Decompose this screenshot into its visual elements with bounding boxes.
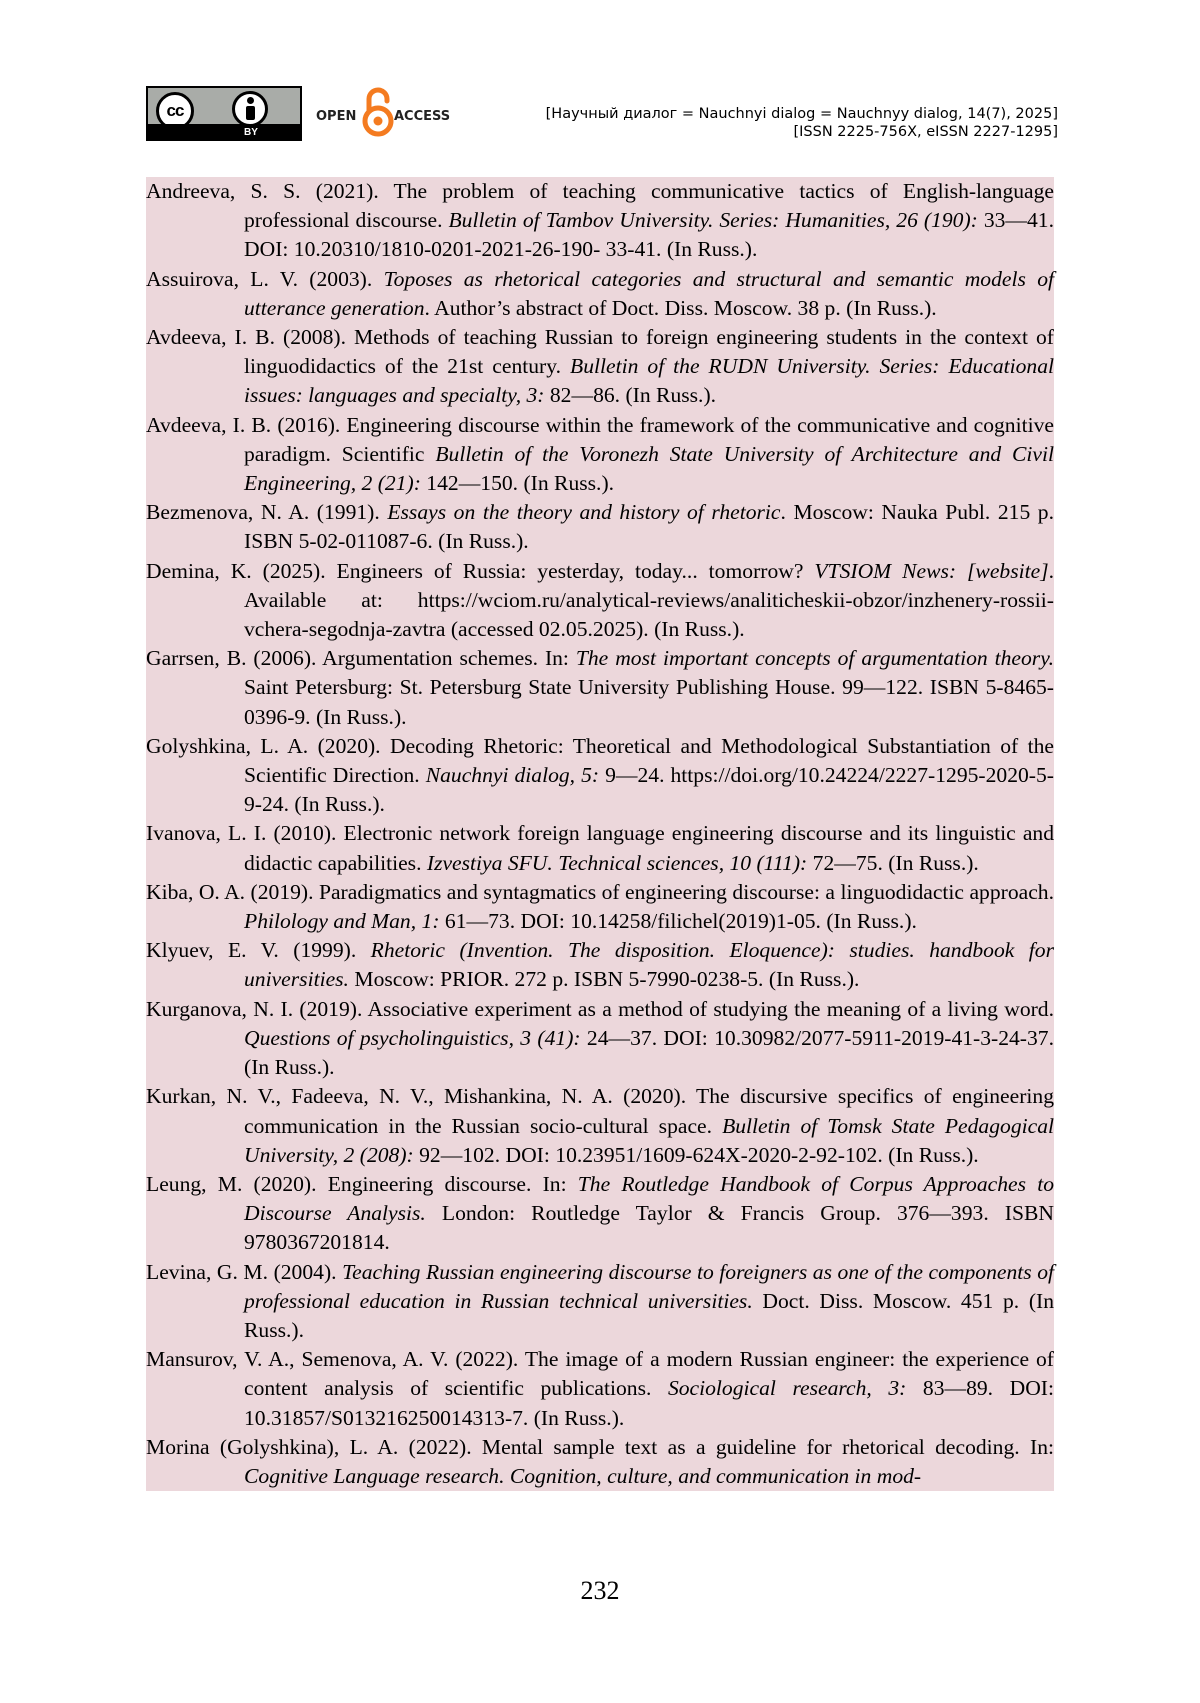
reference-entry: Demina, K. (2025). Engineers of Russia: yesterday, today... tomorrow? VTSIOM News: [website]. Available at: https://wciom.ru/analytical-reviews/analiticheskii-obzor/inzhenery-rossii-vchera-segodnja-zavtra (accessed 02.05.2025). (In Russ.). xyxy=(146,558,1054,642)
reference-entry: Ivanova, L. I. (2010). Electronic network foreign language engineering discourse and its linguistic and didactic capabilities. Izvestiya SFU. Technical sciences, 10 (111): 72—75. (In Russ.). xyxy=(146,821,1054,875)
journal-citation-info xyxy=(546,105,1058,141)
reference-entry: Kiba, O. A. (2019). Paradigmatics and syntagmatics of engineering discourse: a linguodidactic approach. Philology and Man, 1: 61—73. DOI: 10.14258/filichel(2019)1-05. (In Russ.). xyxy=(146,879,1054,934)
journal-line: [Научный диалог = Nauchnyi dialog = Nauchnyy dialog, 14(7), 2025] xyxy=(545,106,1058,122)
reference-entry: Garrsen, B. (2006). Argumentation schemes. In: The most important concepts of argumentation theory. Saint Petersburg: St. Petersburg State University Publishing House. 99—122. ISBN 5-8465-0396-9. (In Russ.). xyxy=(146,646,1054,729)
attribution-person-icon xyxy=(232,91,268,127)
reference-entry: Leung, M. (2020). Engineering discourse. In: The Routledge Handbook of Corpus Approaches to Discourse Analysis. London: Routledge Taylor & Francis Group. 376—393. ISBN 9780367201814. xyxy=(146,1171,1054,1255)
access-label: ACCESS xyxy=(394,109,451,124)
open-label: OPEN xyxy=(316,109,357,124)
reference-entry: Klyuev, E. V. (1999). Rhetoric (Invention. The disposition. Eloquence): studies. handbook for universities. Moscow: PRIOR. 272 p. ISBN 5-7990-0238-5. (In Russ.). xyxy=(146,938,1054,992)
open-access-logo xyxy=(316,86,456,142)
by-label: BY xyxy=(244,127,258,138)
cc-by-license-badge xyxy=(146,86,302,141)
reference-entry: Kurganova, N. I. (2019). Associative experiment as a method of studying the meaning of a living word. Questions of psycholinguistics, 3 (41): 24—37. DOI: 10.30982/2077-5911-2019-41-3-24-37. (In Russ.). xyxy=(146,996,1054,1080)
reference-entry: Kurkan, N. V., Fadeeva, N. V., Mishankina, N. A. (2020). The discursive specifics of engineering communication in the Russian socio-cultural space. Bulletin of Tomsk State Pedagogical University, 2 (208): 92—102. DOI: 10.23951/1609-624X-2020-2-92-102. (In Russ.). xyxy=(146,1084,1055,1167)
reference-entry: Assuirova, L. V. (2003). Toposes as rhetorical categories and structural and semantic models of utterance generation. Author’s abstract of Doct. Diss. Moscow. 38 p. (In Russ.). xyxy=(146,266,1054,320)
reference-entry: Levina, G. M. (2004). Teaching Russian engineering discourse to foreigners as one of the components of professional education in Russian technical universities. Doct. Diss. Moscow. 451 p. (In Russ.). xyxy=(146,1259,1055,1342)
reference-entry: Avdeeva, I. B. (2016). Engineering discourse within the framework of the communicative and cognitive paradigm. Scientific Bulletin of the Voronezh State University of Architecture and Civil Engineering, 2 (21): 142—150. (In Russ.). xyxy=(146,412,1054,496)
reference-entry: Golyshkina, L. A. (2020). Decoding Rhetoric: Theoretical and Methodological Substantiation of the Scientific Direction. Nauchnyi dialog, 5: 9—24. https://doi.org/10.24224/2227-1295-2020-5-9-24. (In Russ.). xyxy=(146,733,1054,817)
reference-entry: Avdeeva, I. B. (2008). Methods of teaching Russian to foreign engineering students in the context of linguodidactics of the 21st century. Bulletin of the RUDN University. Series: Educational issues: languages and specialty, 3: 82—86. (In Russ.). xyxy=(146,325,1054,408)
creative-commons-icon: cc xyxy=(156,92,194,130)
reference-list xyxy=(146,177,1054,1491)
reference-entry: Mansurov, V. A., Semenova, A. V. (2022). The image of a modern Russian engineer: the experience of content analysis of scientific publications. Sociological research, 3: 83—89. DOI: 10.31857/S013216250014313-7. (In Russ.). xyxy=(146,1347,1054,1430)
open-access-lock-icon xyxy=(360,86,396,138)
page-number: 232 xyxy=(580,1576,620,1605)
reference-entry: Bezmenova, N. A. (1991). Essays on the theory and history of rhetoric. Moscow: Nauka Publ. 215 p. ISBN 5-02-011087-6. (In Russ.). xyxy=(146,500,1055,554)
reference-entry: Morina (Golyshkina), L. A. (2022). Mental sample text as a guideline for rhetorical decoding. In: Cognitive Language research. Cognition, culture, and communication in mod- xyxy=(146,1434,1054,1488)
issn-line: [ISSN 2225-756X, eISSN 2227-1295] xyxy=(793,124,1058,140)
reference-entry: Andreeva, S. S. (2021). The problem of teaching communicative tactics of English-language professional discourse. Bulletin of Tambov University. Series: Humanities, 26 (190): 33—41. DOI: 10.20310/1810-0201-2021-26-190- 33-41. (In Russ.). xyxy=(146,179,1054,262)
